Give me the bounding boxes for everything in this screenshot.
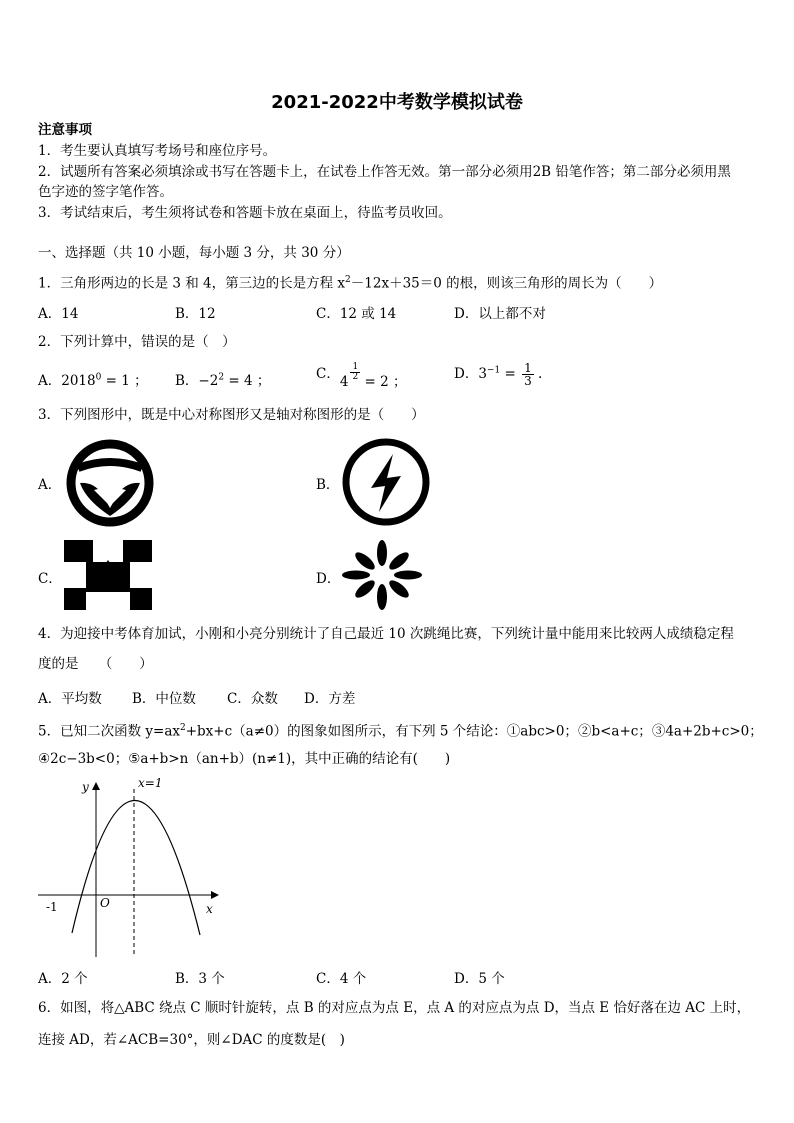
checker-triangle-icon xyxy=(64,540,152,610)
circle-v-emblem-icon xyxy=(64,438,156,528)
question-4-line2: 度的是 （ ） xyxy=(38,656,153,672)
notice-heading: 注意事项 xyxy=(38,122,92,138)
option-a: A． xyxy=(38,477,62,493)
question-2-stem: 2．下列计算中，错误的是（ ） xyxy=(38,334,236,350)
option-a: A．$2018^0 = 1$ ； xyxy=(38,372,148,389)
axis-of-symmetry-label: x=1 xyxy=(138,776,163,790)
option-c: C．众数 xyxy=(227,691,278,707)
question-6-line1: 6．如图，将△ABC 绕点 C 顺时针旋转，点 B 的对应点为点 E，点 A 的对应点为点 D，当点 E 恰好落在边 AC 上时， xyxy=(38,1000,751,1016)
option-c: C． xyxy=(38,571,62,587)
question-1-stem: 1．三角形两边的长是 3 和 4，第三边的长是方程 $x^2-12x+35=0$ 的根，则该三角形的周长为（ ） xyxy=(38,275,663,292)
section-heading: 一、选择题（共 10 小题，每小题 3 分，共 30 分） xyxy=(38,245,350,261)
option-d: D．$3^{-1}$ = $\frac{1}{3}$ . xyxy=(454,361,543,388)
option-b: B．12 xyxy=(175,306,216,322)
parabola-curve xyxy=(72,800,200,935)
notice-item: 2．试题所有答案必须填涂或书写在答题卡上，在试卷上作答无效。第一部分必须用2B 铅笔作答；第二部分必须用黑 xyxy=(38,164,731,180)
option-d: D．5 个 xyxy=(454,971,505,987)
option-d: D．以上都不对 xyxy=(454,306,546,322)
option-d: D． xyxy=(316,571,341,587)
option-d: D．方差 xyxy=(304,691,356,707)
notice-item: 1．考生要认真填写考场号和座位序号。 xyxy=(38,143,277,159)
option-c: C．4 $\frac{1}{2}$ = 2 ； xyxy=(316,362,407,390)
notice-item: 3．考试结束后，考生须将试卷和答题卡放在桌面上，待监考员收回。 xyxy=(38,205,452,221)
question-4-line1: 4．为迎接中考体育加试，小刚和小亮分别统计了自己最近 10 次跳绳比赛，下列统计量中能用来比较两人成绩稳定程 xyxy=(38,626,734,642)
question-5-line2: ④2c−3b<0；⑤a+b>n（an+b）(n≠1)，其中正确的结论有( ) xyxy=(38,751,451,767)
x-label: x xyxy=(206,902,213,916)
petal-flower-icon xyxy=(342,540,422,610)
neg-one-label: -1 xyxy=(46,900,58,914)
option-b: B．中位数 xyxy=(132,691,196,707)
question-3-stem: 3．下列图形中，既是中心对称图形又是轴对称图形的是（ ） xyxy=(38,407,425,423)
option-b: B．3 个 xyxy=(175,971,225,987)
option-b: B． xyxy=(316,477,340,493)
option-a: A．14 xyxy=(38,306,79,322)
option-c: C．12 或 14 xyxy=(316,306,397,322)
question-6-line2: 连接 AD，若∠ACB=30°，则∠DAC 的度数是( ) xyxy=(38,1032,345,1048)
origin-label: O xyxy=(100,896,110,910)
option-b: B．$-2^2 = 4$ ； xyxy=(175,372,271,389)
y-label: y xyxy=(82,780,89,794)
option-a: A．2 个 xyxy=(38,971,88,987)
parabola-graph xyxy=(36,775,226,965)
option-c: C．4 个 xyxy=(316,971,367,987)
question-5-line1: 5．已知二次函数 $y=ax^2+bx+c(a\ne 0)$的图象如图所示，有下列 5 个结论：①abc>0；②b<a+c；③4a+2b+c>0； xyxy=(38,723,763,740)
page-title: 2021-2022中考数学模拟试卷 xyxy=(271,92,523,113)
notice-item: 色字迹的签字笔作答。 xyxy=(38,184,173,200)
lightning-circle-icon xyxy=(341,436,431,528)
option-a: A．平均数 xyxy=(38,691,102,707)
